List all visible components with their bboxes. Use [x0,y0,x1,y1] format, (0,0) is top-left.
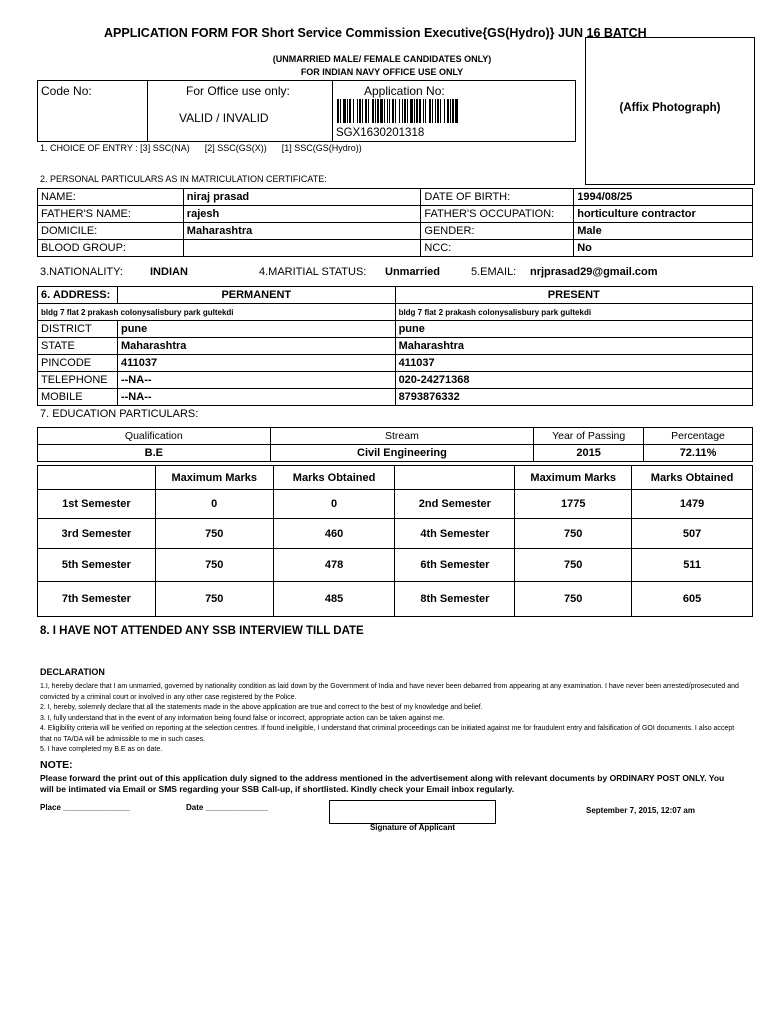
max-marks: 750 [155,582,273,617]
semester-row [38,490,753,519]
declaration-line: 2. I, hereby, solemnly declare that all the statements made in the above application are true and correct to the best of my knowledge and belief. [40,704,483,711]
state-present: Maharashtra [395,338,752,355]
office-divider-1 [147,81,148,141]
qualification-header: Qualification [38,428,271,445]
education-heading: 7. EDUCATION PARTICULARS: [40,408,199,420]
personal-row [38,206,753,223]
address-header-row [38,287,753,304]
application-number: SGX1630201318 [336,127,425,139]
semester-label: 8th Semester [395,582,515,617]
personal-row [38,223,753,240]
address-row [38,355,753,372]
domicile-label: DOMICILE: [38,223,184,240]
signature-label: Signature of Applicant [369,823,456,832]
max-marks: 750 [515,582,632,617]
dob-value: 1994/08/25 [574,189,753,206]
application-label: Application No: [364,84,445,98]
barcode-bar [407,99,408,123]
barcode-bar [416,99,418,123]
semester-label: 6th Semester [395,549,515,582]
district-label: DISTRICT [38,321,118,338]
barcode-bar [343,99,346,123]
personal-heading: 2. PERSONAL PARTICULARS AS IN MATRICULATION CERTIFICATE: [40,174,327,184]
date-field: Date ______________ [186,803,268,812]
education-table [37,427,753,462]
semester-row [38,519,753,549]
pincode-permanent: 411037 [117,355,395,372]
barcode-bar [452,99,454,123]
barcode-bar [410,99,413,123]
semester-header-row [38,466,753,490]
barcode-bar [450,99,451,123]
barcode-bar [435,99,436,123]
percentage-header: Percentage [644,428,753,445]
domicile-value: Maharashtra [183,223,421,240]
gender-value: Male [574,223,753,240]
permanent-heading: PERMANENT [117,287,395,304]
semester-label: 1st Semester [38,490,156,519]
gender-label: GENDER: [421,223,574,240]
district-permanent: pune [117,321,395,338]
year-value: 2015 [534,445,644,462]
stream-value: Civil Engineering [270,445,534,462]
barcode-bar [357,99,358,123]
code-label: Code No: [41,84,92,98]
semester-corner [38,466,156,490]
personal-row [38,189,753,206]
office-use-label: For Office use only: [186,84,290,98]
name-value: niraj prasad [183,189,421,206]
barcode-bar [362,99,363,123]
barcode-bar [365,99,367,123]
barcode-bar [447,99,449,123]
barcode-bar [372,99,374,123]
marks-obtained-header-1: Marks Obtained [273,466,395,490]
max-marks-header-2: Maximum Marks [515,466,632,490]
print-timestamp: September 7, 2015, 12:07 am [586,806,695,815]
barcode-bar [455,99,458,123]
blood-group-value [183,240,421,257]
barcode-image [337,99,563,123]
father-name-value: rajesh [183,206,421,223]
semester-label: 5th Semester [38,549,156,582]
form-title: APPLICATION FORM FOR Short Service Commission Executive{GS(Hydro)} JUN 16 BATCH [104,26,647,40]
address-heading: 6. ADDRESS: [38,287,118,304]
telephone-label: TELEPHONE [38,372,118,389]
address-row [38,338,753,355]
barcode-bar [414,99,415,123]
address-row [38,321,753,338]
personal-table [37,188,753,257]
valid-invalid: VALID / INVALID [179,111,269,125]
address-line-row [38,304,753,321]
barcode-bar [347,99,348,123]
education-row [38,445,753,462]
barcode-bar [423,99,424,123]
percentage-value: 72.11% [644,445,753,462]
marks-obtained: 605 [632,582,753,617]
mobile-present: 8793876332 [395,389,752,406]
marks-obtained: 485 [273,582,395,617]
signature-box [329,800,496,824]
nationality-label: 3.NATIONALITY: [40,266,123,278]
barcode-bar [432,99,433,123]
state-label: STATE [38,338,118,355]
place-field: Place _______________ [40,803,130,812]
qualification-value: B.E [38,445,271,462]
marks-obtained: 0 [273,490,395,519]
telephone-present: 020-24271368 [395,372,752,389]
pincode-present: 411037 [395,355,752,372]
declaration-line: 4. Eligibility criteria will be verified on reporting at the selection centres. If found ineligible, I understand that criminal proceedings can be initiated against me for fraudulent entry and falsification of GOI documents. I also accept that no TA/DA will be admissible to me in such cases. [40,725,735,743]
barcode-bar [384,99,385,123]
subtitle-unmarried: (UNMARRIED MALE/ FEMALE CANDIDATES ONLY) [272,54,492,64]
education-header-row [38,428,753,445]
max-marks: 750 [155,519,273,549]
marital-status-label: 4.MARITIAL STATUS: [259,266,367,278]
barcode-bar [349,99,351,123]
declaration-line: 5. I have completed my B.E as on date. [40,746,163,753]
barcode-bar [375,99,376,123]
barcode-bar [392,99,394,123]
mobile-permanent: --NA-- [117,389,395,406]
stream-header: Stream [270,428,534,445]
barcode-bar [337,99,339,123]
telephone-permanent: --NA-- [117,372,395,389]
address-row [38,389,753,406]
barcode-bar [444,99,445,123]
semester-label: 2nd Semester [395,490,515,519]
max-marks: 750 [515,549,632,582]
semester-row [38,549,753,582]
semester-corner-2 [395,466,515,490]
barcode-bar [402,99,403,123]
present-heading: PRESENT [395,287,752,304]
email-value: nrjprasad29@gmail.com [530,266,658,278]
photo-label: (Affix Photograph) [619,102,721,114]
barcode-bar [377,99,379,123]
district-present: pune [395,321,752,338]
barcode-bar [389,99,390,123]
declaration-line: 1.I, hereby declare that I am unmarried, governed by nationality condition as laid down by the Government of India and have never been debarred from appearing at any examination. I have never been arrested/prosecuted and convicted by a criminal court or involved in any other case registered by the Police. [40,683,739,701]
barcode-bar [387,99,388,123]
marital-status-value: Unmarried [385,266,441,278]
barcode-bar [340,99,341,123]
ncc-label: NCC: [421,240,574,257]
note-text: Please forward the print out of this application duly signed to the address mentioned in the advertisement along with relevant documents by ORDINARY POST ONLY. You will be intimated via Email or SMS regarding your SSB Call-up, if shortlisted. Kindly check your Email inbox regularly. [40,773,725,794]
semester-label: 7th Semester [38,582,156,617]
declaration-heading: DECLARATION [40,667,105,677]
max-marks: 0 [155,490,273,519]
ssb-statement: 8. I HAVE NOT ATTENDED ANY SSB INTERVIEW TILL DATE [40,625,364,637]
marks-obtained: 507 [632,519,753,549]
max-marks: 750 [155,549,273,582]
barcode-bar [380,99,383,123]
barcode-bar [440,99,441,123]
address-table [37,286,753,406]
barcode-bar [359,99,361,123]
subtitle-office-use: FOR INDIAN NAVY OFFICE USE ONLY [300,67,464,77]
photo-box [585,37,755,185]
marks-obtained-header-2: Marks Obtained [632,466,753,490]
note-heading: NOTE: [40,759,73,771]
barcode-bar [437,99,439,123]
semester-label: 4th Semester [395,519,515,549]
declaration-text [40,682,740,756]
state-permanent: Maharashtra [117,338,395,355]
barcode-bar [404,99,406,123]
semester-label: 3rd Semester [38,519,156,549]
barcode-bar [399,99,400,123]
year-header: Year of Passing [534,428,644,445]
semester-row [38,582,753,617]
blood-group-label: BLOOD GROUP: [38,240,184,257]
permanent-address-line: bldg 7 flat 2 prakash colonysalisbury park gultekdi [38,304,396,321]
present-address-line: bldg 7 flat 2 prakash colonysalisbury park gultekdi [395,304,752,321]
barcode-bar [368,99,369,123]
max-marks: 750 [515,519,632,549]
max-marks: 1775 [515,490,632,519]
choice-of-entry: 1. CHOICE OF ENTRY : [3] SSC(NA) [2] SSC(GS(X)) [1] SSC(GS(Hydro)) [40,143,362,153]
pincode-label: PINCODE [38,355,118,372]
mobile-label: MOBILE [38,389,118,406]
father-name-label: FATHER'S NAME: [38,206,184,223]
nationality-value: INDIAN [150,266,188,278]
barcode-bar [425,99,426,123]
barcode-bar [395,99,396,123]
email-label: 5.EMAIL: [471,266,517,278]
barcode-bar [419,99,421,123]
declaration-line: 3. I, fully understand that in the event of any information being found false or incorrect, appropriate action can be taken against me. [40,714,445,722]
marks-obtained: 460 [273,519,395,549]
office-divider-2 [332,81,333,141]
max-marks-header-1: Maximum Marks [155,466,273,490]
ncc-value: No [574,240,753,257]
name-label: NAME: [38,189,184,206]
address-row [38,372,753,389]
father-occupation-value: horticulture contractor [574,206,753,223]
father-occupation-label: FATHER'S OCCUPATION: [421,206,574,223]
marks-obtained: 478 [273,549,395,582]
marks-obtained: 1479 [632,490,753,519]
barcode-bar [429,99,431,123]
personal-row [38,240,753,257]
barcode-bar [353,99,354,123]
dob-label: DATE OF BIRTH: [421,189,574,206]
marks-obtained: 511 [632,549,753,582]
semester-table [37,465,753,617]
